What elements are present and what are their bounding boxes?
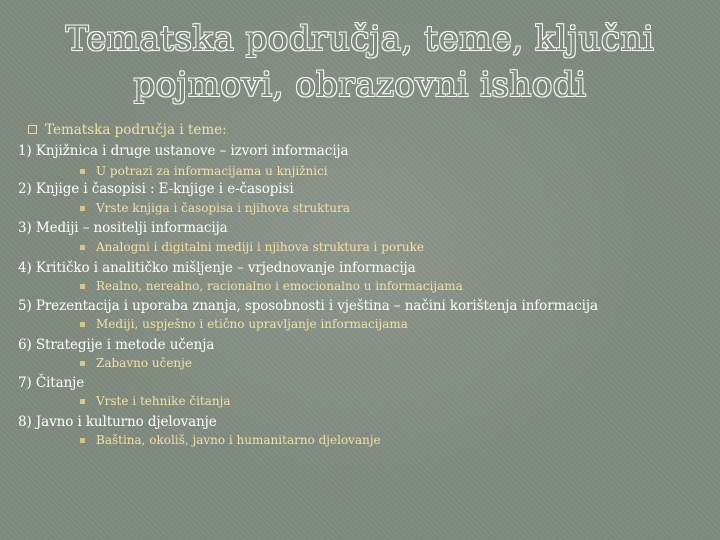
slide-title-line-1: Tematska područja, teme, ključni xyxy=(65,19,655,59)
section-heading xyxy=(45,120,227,140)
list-item-4: 4) Kritičko i analitičko mišljenje – vrjednovanje informacija xyxy=(18,260,416,276)
sub-item-text: Vrste i tehnike čitanja xyxy=(96,394,231,408)
sub-item-text: Mediji, uspješno i etično upravljanje informacijama xyxy=(96,317,408,331)
square-bullet-icon xyxy=(80,361,85,366)
list-item-7: 7) Čitanje xyxy=(18,375,85,391)
square-bullet-icon xyxy=(80,206,85,211)
sub-item-8 xyxy=(96,432,381,449)
list-item-5: 5) Prezentacija i uporaba znanja, sposobnosti i vještina – načini korištenja informacija xyxy=(18,298,598,314)
square-bullet-icon xyxy=(80,245,85,250)
checkbox-bullet-icon xyxy=(28,125,37,134)
section-heading-text: Tematska područja i teme: xyxy=(45,122,227,138)
sub-item-text: Analogni i digitalni mediji i njihova struktura i poruke xyxy=(96,240,424,254)
sub-item-text: Zabavno učenje xyxy=(96,356,192,370)
list-item-3: 3) Mediji – nositelji informacija xyxy=(18,220,228,236)
sub-item-text: Realno, nerealno, racionalno i emocionalno u informacijama xyxy=(96,279,463,293)
sub-item-text: Vrste knjiga i časopisa i njihova struktura xyxy=(96,201,350,215)
square-bullet-icon xyxy=(80,169,85,174)
sub-item-text: Baština, okoliš, javno i humanitarno djelovanje xyxy=(96,433,381,447)
list-item-8: 8) Javno i kulturno djelovanje xyxy=(18,414,217,430)
sub-item-2 xyxy=(96,200,350,217)
sub-item-3 xyxy=(96,239,424,256)
slide-title-line-2: pojmovi, obrazovni ishodi xyxy=(133,65,587,105)
square-bullet-icon xyxy=(80,438,85,443)
square-bullet-icon xyxy=(80,322,85,327)
sub-item-4 xyxy=(96,278,463,295)
slide-title xyxy=(0,16,720,108)
sub-item-7 xyxy=(96,393,231,410)
sub-item-1 xyxy=(96,163,328,180)
square-bullet-icon xyxy=(80,399,85,404)
sub-item-6 xyxy=(96,355,192,372)
list-item-1: 1) Knjižnica i druge ustanove – izvori informacija xyxy=(18,143,349,159)
list-item-6: 6) Strategije i metode učenja xyxy=(18,337,215,353)
sub-item-5 xyxy=(96,316,408,333)
sub-item-text: U potrazi za informacijama u knjižnici xyxy=(96,164,328,178)
square-bullet-icon xyxy=(80,284,85,289)
list-item-2: 2) Knjige i časopisi : E-knjige i e-časopisi xyxy=(18,181,294,197)
